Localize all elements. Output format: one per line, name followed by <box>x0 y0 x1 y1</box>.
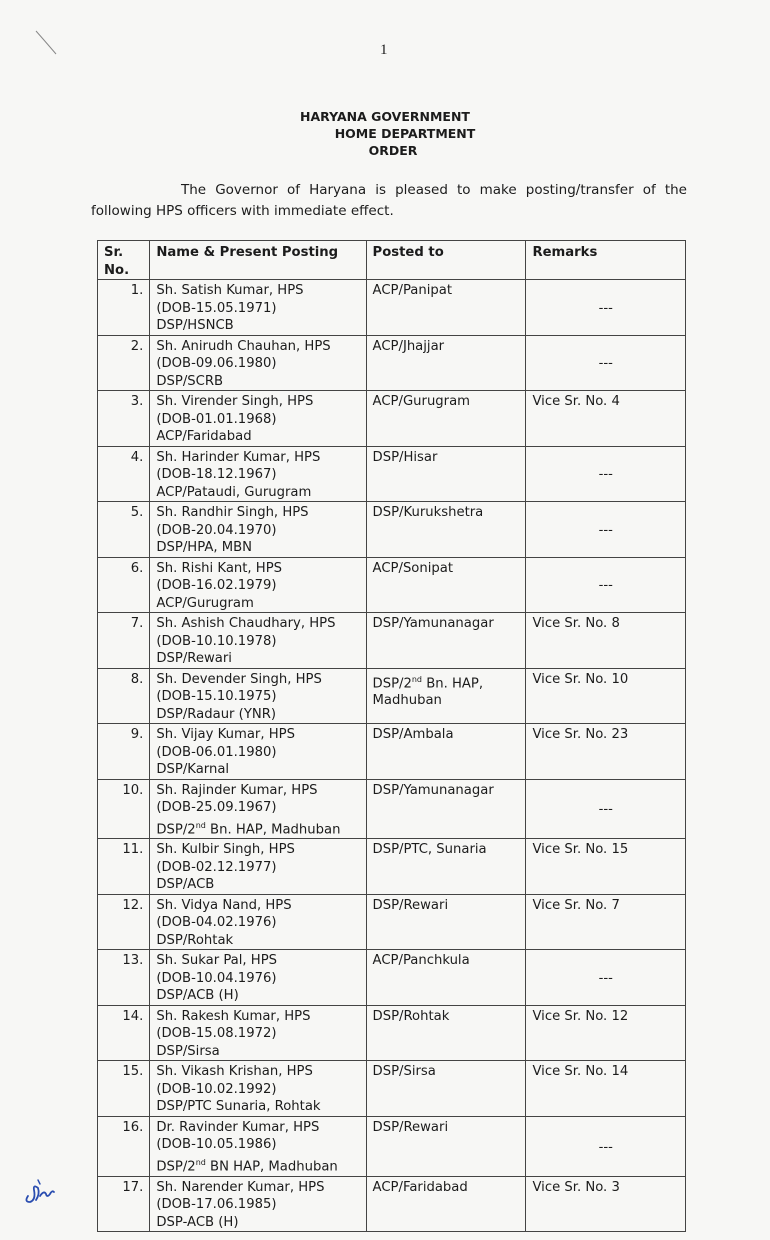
table-row <box>98 1176 686 1232</box>
officer-name: Sh. Vikash Krishan, HPS <box>156 1064 313 1080</box>
cell-posted-to: DSP/Kurukshetra <box>366 502 526 558</box>
table-row <box>98 1061 686 1117</box>
cell-remarks: --- <box>526 557 686 613</box>
cell-name-present-posting <box>150 280 366 336</box>
table-row <box>98 557 686 613</box>
officer-name: Sh. Harinder Kumar, HPS <box>156 449 321 465</box>
cell-remarks: --- <box>526 446 686 502</box>
officer-present: DSP/Karnal <box>156 762 230 777</box>
cell-remarks: --- <box>526 502 686 558</box>
cell-name-present-posting <box>150 668 366 724</box>
officer-dob: (DOB-02.12.1977) <box>156 859 277 875</box>
cell-sr-no: 7. <box>98 613 150 669</box>
officer-name: Sh. Ashish Chaudhary, HPS <box>156 616 336 631</box>
officer-name: Sh. Rajinder Kumar, HPS <box>156 782 318 798</box>
cell-remarks: --- <box>526 950 686 1006</box>
table-row <box>98 613 686 669</box>
cell-name-present-posting <box>150 950 366 1006</box>
cell-remarks: Vice Sr. No. 4 <box>526 391 686 447</box>
scratch-mark <box>32 28 62 58</box>
cell-sr-no: 3. <box>98 391 150 447</box>
cell-remarks: Vice Sr. No. 23 <box>526 724 686 780</box>
page-number: 1 <box>380 42 388 58</box>
cell-name-present-posting <box>150 1061 366 1117</box>
cell-posted-to: DSP/Ambala <box>366 724 526 780</box>
cell-remarks: --- <box>526 280 686 336</box>
officer-present: DSP/HSNCB <box>156 318 234 333</box>
cell-posted-to: ACP/Gurugram <box>366 391 526 447</box>
cell-posted-to: DSP/Yamunanagar <box>366 613 526 669</box>
table-row <box>98 779 686 839</box>
cell-posted-to: DSP/Sirsa <box>366 1061 526 1117</box>
table-row <box>98 280 686 336</box>
table-row <box>98 668 686 724</box>
officer-present: DSP/Rewari <box>156 651 232 666</box>
cell-remarks: Vice Sr. No. 12 <box>526 1005 686 1061</box>
cell-sr-no: 4. <box>98 446 150 502</box>
heading-government: HARYANA GOVERNMENT <box>300 109 470 124</box>
table-row <box>98 839 686 895</box>
cell-name-present-posting <box>150 779 366 839</box>
cell-remarks: --- <box>526 1116 686 1176</box>
officer-present: ACP/Gurugram <box>156 595 254 611</box>
officer-dob: (DOB-17.06.1985) <box>156 1197 277 1213</box>
officer-name: Sh. Vidya Nand, HPS <box>156 897 292 913</box>
officer-name: Sh. Virender Singh, HPS <box>156 394 314 409</box>
cell-remarks: --- <box>526 335 686 391</box>
table-row <box>98 1116 686 1176</box>
cell-sr-no: 16. <box>98 1116 150 1176</box>
cell-sr-no: 14. <box>98 1005 150 1061</box>
officer-present: DSP/SCRB <box>156 373 224 389</box>
cell-sr-no: 8. <box>98 668 150 724</box>
table-row <box>98 446 686 502</box>
officer-name: Sh. Randhir Singh, HPS <box>156 505 309 520</box>
cell-sr-no: 1. <box>98 280 150 336</box>
cell-name-present-posting <box>150 1176 366 1232</box>
officer-present: DSP/2nd BN HAP, Madhuban <box>156 1157 338 1175</box>
officer-name: Sh. Rakesh Kumar, HPS <box>156 1008 311 1024</box>
officer-present: DSP/PTC Sunaria, Rohtak <box>156 1099 321 1115</box>
cell-remarks: Vice Sr. No. 8 <box>526 613 686 669</box>
table-row <box>98 1005 686 1061</box>
cell-name-present-posting <box>150 724 366 780</box>
table-row <box>98 391 686 447</box>
cell-posted-to: DSP/2nd Bn. HAP, Madhuban <box>366 668 526 724</box>
cell-posted-to: DSP/PTC, Sunaria <box>366 839 526 895</box>
cell-posted-to: DSP/Yamunanagar <box>366 779 526 839</box>
cell-posted-to: ACP/Panipat <box>366 280 526 336</box>
document-heading <box>0 108 770 159</box>
column-header-name: Name & Present Posting <box>150 241 366 280</box>
officer-name: Sh. Satish Kumar, HPS <box>156 283 304 298</box>
signature-initials <box>20 1172 60 1208</box>
cell-remarks: --- <box>526 779 686 839</box>
cell-sr-no: 2. <box>98 335 150 391</box>
cell-name-present-posting <box>150 894 366 950</box>
cell-remarks: Vice Sr. No. 14 <box>526 1061 686 1117</box>
officer-dob: (DOB-15.10.1975) <box>156 689 277 704</box>
intro-paragraph: The Governor of Haryana is pleased to make posting/transfer of the following HPS officers with immediate effect. <box>91 182 687 219</box>
officer-dob: (DOB-25.09.1967) <box>156 800 277 815</box>
table-row <box>98 502 686 558</box>
officer-dob: (DOB-10.04.1976) <box>156 970 277 986</box>
table-row <box>98 950 686 1006</box>
officer-present: DSP/ACB (H) <box>156 988 239 1004</box>
cell-posted-to: ACP/Faridabad <box>366 1176 526 1232</box>
officer-present: DSP/Sirsa <box>156 1043 220 1059</box>
cell-sr-no: 6. <box>98 557 150 613</box>
heading-department: HOME DEPARTMENT <box>334 126 476 141</box>
officer-dob: (DOB-09.06.1980) <box>156 356 277 371</box>
officer-dob: (DOB-10.05.1986) <box>156 1137 277 1153</box>
table-body <box>98 280 686 1232</box>
table-row <box>98 335 686 391</box>
officer-name: Sh. Vijay Kumar, HPS <box>156 727 295 742</box>
officer-present: DSP/Rohtak <box>156 932 234 948</box>
cell-name-present-posting <box>150 1116 366 1176</box>
cell-sr-no: 10. <box>98 779 150 839</box>
table-row <box>98 724 686 780</box>
officer-dob: (DOB-10.02.1992) <box>156 1081 277 1097</box>
officer-present: DSP/2nd Bn. HAP, Madhuban <box>156 820 341 837</box>
cell-sr-no: 11. <box>98 839 150 895</box>
officer-dob: (DOB-18.12.1967) <box>156 467 277 482</box>
cell-posted-to: DSP/Rewari <box>366 1116 526 1176</box>
cell-name-present-posting <box>150 839 366 895</box>
officer-dob: (DOB-20.04.1970) <box>156 522 277 538</box>
officer-name: Sh. Devender Singh, HPS <box>156 671 322 687</box>
cell-posted-to: ACP/Sonipat <box>366 557 526 613</box>
cell-name-present-posting <box>150 1005 366 1061</box>
officer-dob: (DOB-04.02.1976) <box>156 915 277 931</box>
cell-sr-no: 15. <box>98 1061 150 1117</box>
cell-sr-no: 5. <box>98 502 150 558</box>
cell-sr-no: 13. <box>98 950 150 1006</box>
officer-name: Sh. Sukar Pal, HPS <box>156 953 278 969</box>
cell-name-present-posting <box>150 613 366 669</box>
officer-name: Sh. Rishi Kant, HPS <box>156 560 283 576</box>
officer-name: Sh. Anirudh Chauhan, HPS <box>156 338 331 354</box>
cell-sr-no: 17. <box>98 1176 150 1232</box>
officer-dob: (DOB-06.01.1980) <box>156 744 277 760</box>
cell-posted-to: ACP/Panchkula <box>366 950 526 1006</box>
cell-posted-to: ACP/Jhajjar <box>366 335 526 391</box>
officer-present: DSP/ACB <box>156 877 215 893</box>
column-header-posted-to: Posted to <box>366 241 526 280</box>
officer-name: Sh. Kulbir Singh, HPS <box>156 842 295 858</box>
cell-sr-no: 12. <box>98 894 150 950</box>
cell-posted-to: DSP/Rewari <box>366 894 526 950</box>
officer-present: DSP/Radaur (YNR) <box>156 706 277 722</box>
table-row <box>98 894 686 950</box>
officer-dob: (DOB-16.02.1979) <box>156 578 277 593</box>
cell-name-present-posting <box>150 446 366 502</box>
officer-dob: (DOB-01.01.1968) <box>156 411 277 427</box>
postings-table <box>97 240 686 1232</box>
column-header-sr-no: Sr. No. <box>98 241 150 280</box>
officer-name: Dr. Ravinder Kumar, HPS <box>156 1119 320 1135</box>
cell-name-present-posting <box>150 557 366 613</box>
officer-present: ACP/Faridabad <box>156 429 252 444</box>
heading-order: ORDER <box>368 143 418 158</box>
cell-remarks: Vice Sr. No. 15 <box>526 839 686 895</box>
cell-posted-to: DSP/Hisar <box>366 446 526 502</box>
officer-dob: (DOB-15.05.1971) <box>156 300 277 316</box>
officer-name: Sh. Narender Kumar, HPS <box>156 1179 325 1195</box>
cell-remarks: Vice Sr. No. 3 <box>526 1176 686 1232</box>
officer-dob: (DOB-10.10.1978) <box>156 633 277 649</box>
table-header-row <box>98 241 686 280</box>
officer-dob: (DOB-15.08.1972) <box>156 1026 277 1042</box>
cell-name-present-posting <box>150 335 366 391</box>
officer-present: ACP/Pataudi, Gurugram <box>156 484 312 500</box>
cell-remarks: Vice Sr. No. 7 <box>526 894 686 950</box>
column-header-remarks: Remarks <box>526 241 686 280</box>
cell-name-present-posting <box>150 391 366 447</box>
officer-present: DSP-ACB (H) <box>156 1214 239 1230</box>
cell-remarks: Vice Sr. No. 10 <box>526 668 686 724</box>
cell-name-present-posting <box>150 502 366 558</box>
officer-present: DSP/HPA, MBN <box>156 540 253 555</box>
cell-sr-no: 9. <box>98 724 150 780</box>
cell-posted-to: DSP/Rohtak <box>366 1005 526 1061</box>
